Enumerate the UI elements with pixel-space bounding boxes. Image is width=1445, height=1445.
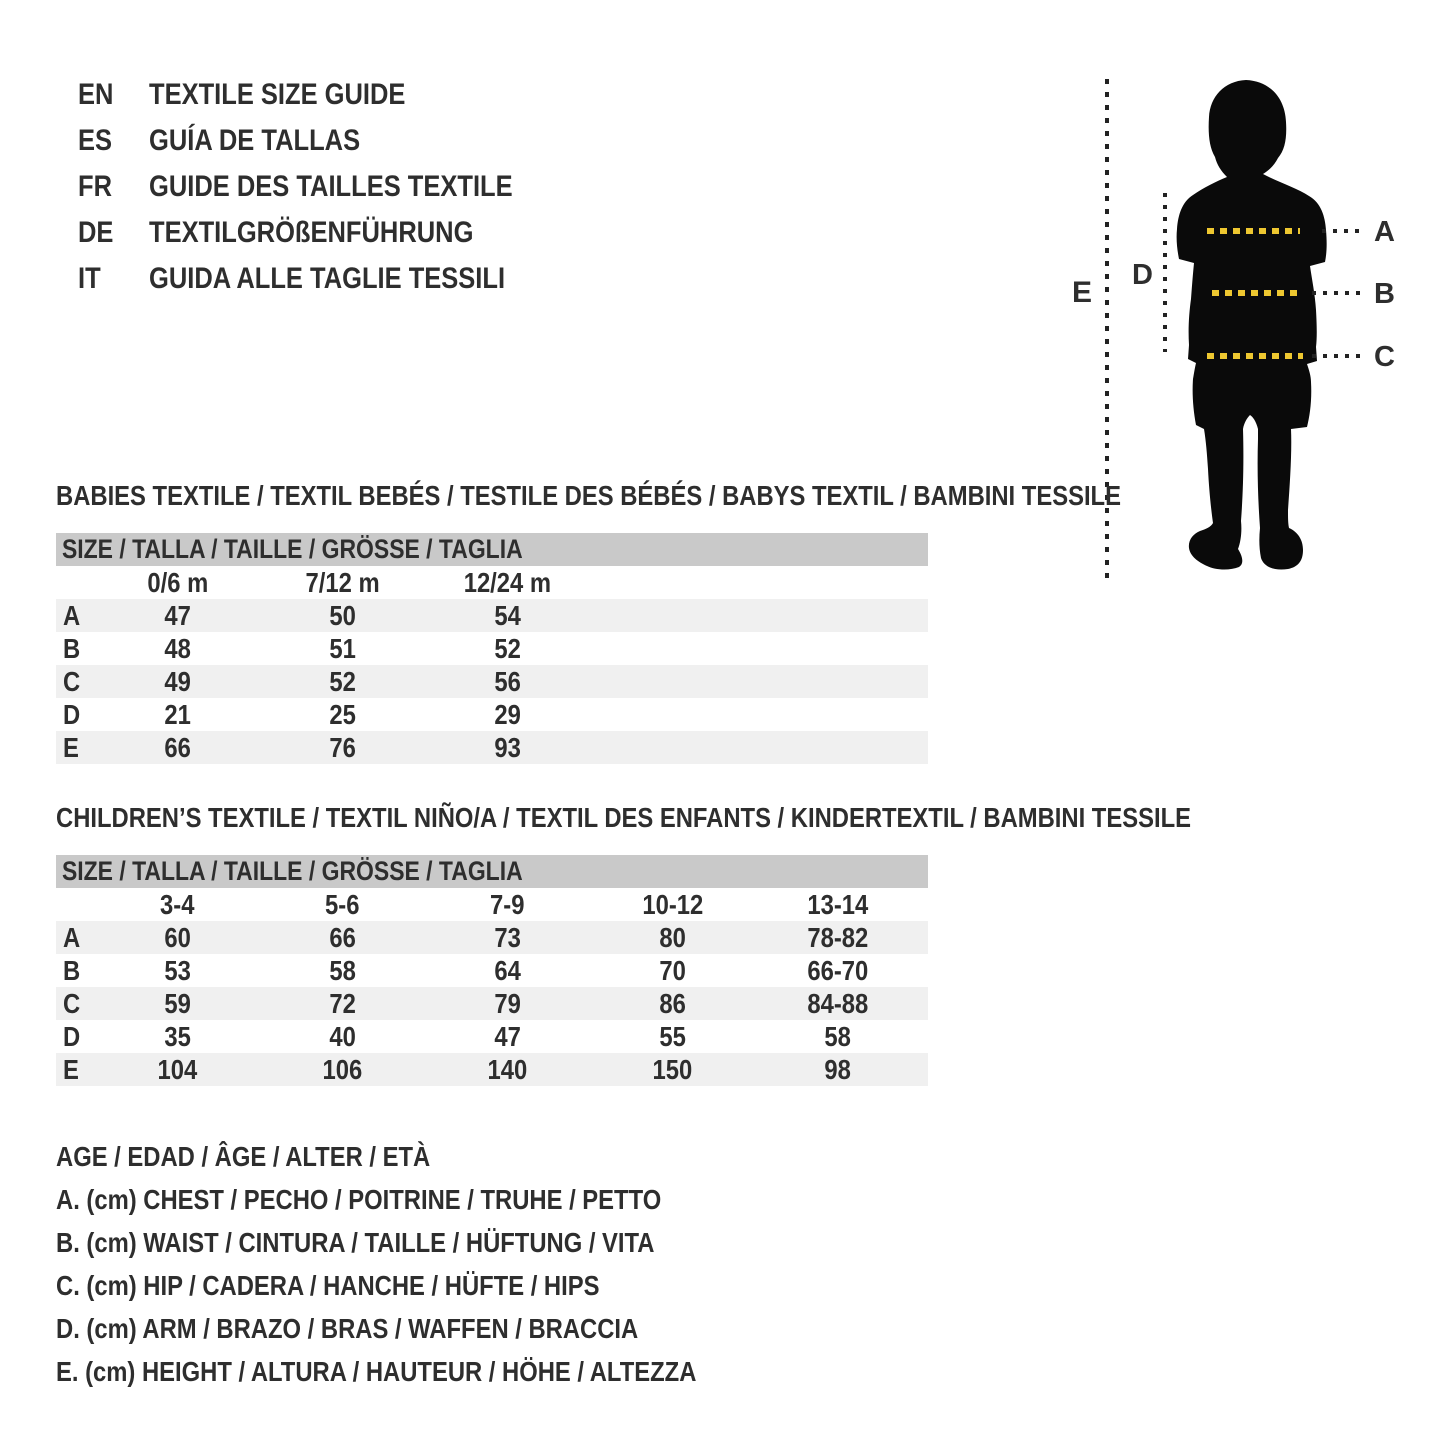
figure-label-b: B <box>1374 278 1395 310</box>
language-title-block <box>78 72 577 302</box>
row-label: C <box>63 666 81 697</box>
cell: 78-82 <box>807 922 868 953</box>
column-header: 12/24 m <box>463 567 552 598</box>
legend-line-chest: A. (cm) CHEST / PECHO / POITRINE / TRUHE / PETTO <box>56 1184 662 1215</box>
children-column-header-row <box>56 888 928 921</box>
babies-column-header-row <box>56 566 928 599</box>
language-code: FR <box>78 170 112 203</box>
children-row-e <box>56 1053 928 1086</box>
language-title: TEXTILE SIZE GUIDE <box>149 78 406 111</box>
cell: 29 <box>494 699 521 730</box>
column-header: 10-12 <box>642 889 703 920</box>
cell: 58 <box>824 1021 851 1052</box>
legend-line-waist: B. (cm) WAIST / CINTURA / TAILLE / HÜFTUNG / VITA <box>56 1227 655 1258</box>
figure-label-e: E <box>1072 276 1093 309</box>
babies-row-b <box>56 632 928 665</box>
row-label: C <box>63 988 81 1019</box>
cell: 84-88 <box>807 988 868 1019</box>
cell: 25 <box>329 699 356 730</box>
cell: 66-70 <box>807 955 868 986</box>
row-label: E <box>63 732 79 763</box>
babies-row-c <box>56 665 928 698</box>
language-code: ES <box>78 124 113 157</box>
legend-line-hip: C. (cm) HIP / CADERA / HANCHE / HÜFTE / HIPS <box>56 1270 600 1301</box>
cell: 60 <box>164 922 191 953</box>
children-section-title: CHILDREN’S TEXTILE / TEXTIL NIÑO/A / TEXTIL DES ENFANTS / KINDERTEXTIL / BAMBINI TESSILE <box>56 802 1192 833</box>
children-row-d <box>56 1020 928 1053</box>
language-item-fr <box>78 164 577 210</box>
language-title: GUIDE DES TAILLES TEXTILE <box>149 170 513 203</box>
figure-label-c: C <box>1374 341 1395 373</box>
cell: 51 <box>329 633 356 664</box>
babies-size-header-bar: SIZE / TALLA / TAILLE / GRÖSSE / TAGLIA <box>56 533 928 566</box>
children-row-b <box>56 954 928 987</box>
cell: 21 <box>164 699 191 730</box>
cell: 79 <box>494 988 521 1019</box>
row-label: B <box>63 955 81 986</box>
language-title: GUÍA DE TALLAS <box>149 124 361 157</box>
child-measurement-diagram <box>1060 70 1445 590</box>
children-table <box>56 855 928 1086</box>
language-code: IT <box>78 262 101 295</box>
cell: 56 <box>494 666 521 697</box>
column-header: 13-14 <box>807 889 868 920</box>
cell: 70 <box>659 955 686 986</box>
children-size-header-bar: SIZE / TALLA / TAILLE / GRÖSSE / TAGLIA <box>56 855 928 888</box>
column-header: 3-4 <box>160 889 195 920</box>
language-item-en <box>78 72 577 118</box>
cell: 66 <box>329 922 356 953</box>
figure-label-d: D <box>1132 259 1153 291</box>
babies-table <box>56 533 928 764</box>
figure-label-a: A <box>1374 216 1395 248</box>
row-label: B <box>63 633 81 664</box>
legend-line-height: E. (cm) HEIGHT / ALTURA / HAUTEUR / HÖHE / ALTEZZA <box>56 1356 697 1387</box>
language-item-de <box>78 210 577 256</box>
cell: 53 <box>164 955 191 986</box>
row-label: A <box>63 600 81 631</box>
cell: 80 <box>659 922 686 953</box>
row-label: E <box>63 1054 79 1085</box>
babies-row-d <box>56 698 928 731</box>
column-header: 0/6 m <box>147 567 208 598</box>
row-label: A <box>63 922 81 953</box>
cell: 55 <box>659 1021 686 1052</box>
cell: 64 <box>494 955 521 986</box>
cell: 58 <box>329 955 356 986</box>
cell: 35 <box>164 1021 191 1052</box>
cell: 73 <box>494 922 521 953</box>
cell: 76 <box>329 732 356 763</box>
children-row-a <box>56 921 928 954</box>
cell: 49 <box>164 666 191 697</box>
cell: 40 <box>329 1021 356 1052</box>
children-row-c <box>56 987 928 1020</box>
cell: 47 <box>494 1021 521 1052</box>
row-label: D <box>63 699 81 730</box>
cell: 72 <box>329 988 356 1019</box>
cell: 48 <box>164 633 191 664</box>
cell: 86 <box>659 988 686 1019</box>
cell: 59 <box>164 988 191 1019</box>
legend-line-age: AGE / EDAD / ÂGE / ALTER / ETÀ <box>56 1141 431 1172</box>
language-item-it <box>78 256 577 302</box>
language-code: EN <box>78 78 114 111</box>
cell: 106 <box>322 1054 363 1085</box>
cell: 150 <box>652 1054 693 1085</box>
cell: 50 <box>329 600 356 631</box>
column-header: 7/12 m <box>305 567 380 598</box>
language-title: TEXTILGRÖßENFÜHRUNG <box>149 216 474 249</box>
column-header: 5-6 <box>325 889 360 920</box>
cell: 66 <box>164 732 191 763</box>
cell: 93 <box>494 732 521 763</box>
babies-row-a <box>56 599 928 632</box>
babies-row-e <box>56 731 928 764</box>
cell: 47 <box>164 600 191 631</box>
babies-section-title: BABIES TEXTILE / TEXTIL BEBÉS / TESTILE DES BÉBÉS / BABYS TEXTIL / BAMBINI TESSILE <box>56 480 1121 511</box>
language-item-es <box>78 118 577 164</box>
cell: 54 <box>494 600 521 631</box>
cell: 104 <box>157 1054 198 1085</box>
cell: 98 <box>824 1054 851 1085</box>
column-header: 7-9 <box>490 889 525 920</box>
cell: 140 <box>487 1054 528 1085</box>
measurement-legend <box>56 1135 809 1393</box>
language-code: DE <box>78 216 114 249</box>
cell: 52 <box>494 633 521 664</box>
cell: 52 <box>329 666 356 697</box>
row-label: D <box>63 1021 81 1052</box>
language-title: GUIDA ALLE TAGLIE TESSILI <box>149 262 506 295</box>
legend-line-arm: D. (cm) ARM / BRAZO / BRAS / WAFFEN / BRACCIA <box>56 1313 639 1344</box>
